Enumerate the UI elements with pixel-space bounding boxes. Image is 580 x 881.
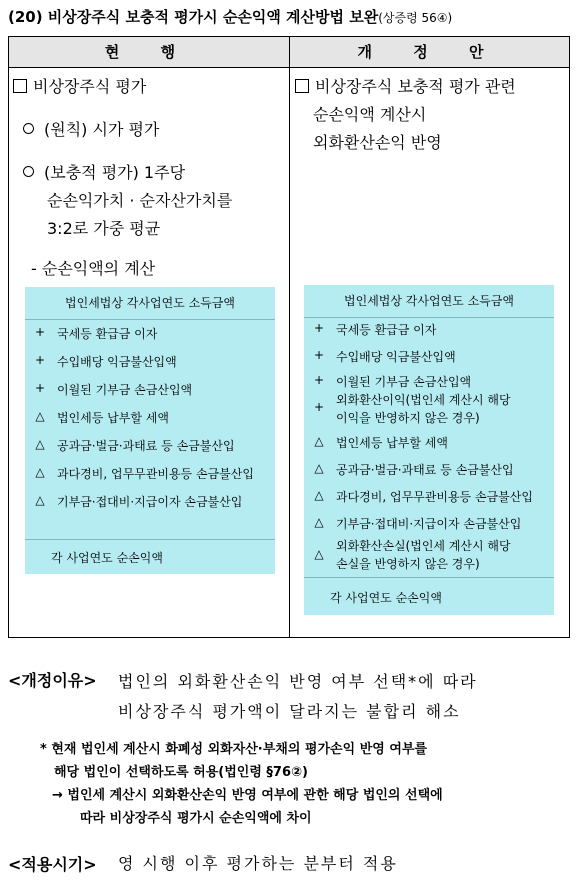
column-divider: [289, 37, 290, 637]
circle-bullet-icon: [23, 123, 34, 134]
right-heading-line3: 외화환산손익 반영: [313, 133, 442, 152]
reason-label: <개정이유>: [8, 671, 97, 690]
checkbox-square-icon: [13, 79, 27, 93]
box-footer: 각 사업연도 순손익액: [304, 577, 554, 616]
circle-bullet-icon: [23, 166, 34, 177]
reason-footnote: [40, 738, 443, 830]
header-proposed: 개 정 안: [357, 43, 502, 61]
note-line3: → 법인세 계산시 외화환산손익 반영 여부에 관한 해당 법인의 선택에: [52, 788, 443, 803]
left-bullet-supplementary: (보충적 평가) 1주당: [23, 159, 185, 187]
box-footer: 각 사업연도 순손익액: [25, 539, 275, 575]
left-bullet-line3: 3:2로 가중 평균: [47, 219, 161, 238]
right-heading: 비상장주식 보충적 평가 관련: [295, 73, 516, 101]
header-current: 현 행: [104, 43, 194, 61]
apply-text: 영 시행 이후 평가하는 분부터 적용: [118, 854, 398, 873]
apply-label: <적용시기>: [8, 855, 97, 874]
reason-line2: 비상장주식 평가액이 달라지는 불합리 해소: [118, 702, 461, 721]
left-dash-item: - 순손익액의 계산: [31, 259, 156, 278]
box-header: 법인세법상 각사업연도 소득금액: [304, 285, 554, 318]
note-line2: 해당 법인이 선택하도록 허용(법인령 §76②): [54, 765, 308, 780]
box-header: 법인세법상 각사업연도 소득금액: [25, 287, 275, 320]
right-heading-line2: 순손익액 계산시: [313, 105, 427, 124]
left-heading: 비상장주식 평가: [13, 73, 146, 101]
comparison-table: [8, 36, 570, 638]
note-line4: 따라 비상장주식 평가시 순손익액에 차이: [80, 811, 312, 826]
list-item: + 외화환산이익(법인세 계산시 해당 이익을 반영하지 않은 경우): [313, 393, 511, 425]
section-title: [8, 6, 452, 27]
reason-line1: 법인의 외화환산손익 반영 여부 선택*에 따라: [118, 672, 478, 691]
note-line1: * 현재 법인세 계산시 화폐성 외화자산·부채의 평가손익 반영 여부를: [40, 742, 428, 757]
left-bullet-line2: 순손익가치 · 순자산가치를: [47, 191, 233, 210]
left-calculation-box: 법인세법상 각사업연도 소득금액 + 국세등 환급금 이자 + 수입배당 익금불산입액 + 이월된 기부금 손금산입액 △ 법인세등 납부할 세액 △ 공과금·벌금·과태료 등 손금불산입 △ 과다경비, 업무무관비용등 손금불산입 △ 기부금·접대비·지급이자 손금불산입 각 사업연도 순손익액: [25, 287, 275, 574]
list-item: △ 외화환산손실(법인세 계산시 해당 손실을 반영하지 않은 경우): [314, 539, 511, 571]
reason-text: [118, 667, 478, 727]
title-reference: (상증령 56④): [378, 11, 453, 25]
right-calculation-box: 법인세법상 각사업연도 소득금액 + 국세등 환급금 이자 + 수입배당 익금불산입액 + 이월된 기부금 손금산입액 + 외화환산이익(법인세 계산시 해당 이익을 반영하지 않은 경우) △ 법인세등 납부할 세액 △ 공과금·벌금·과태료 등 손금불산입 △ 과다경비, 업무무관비용등 손금불산입 △ 기부금·접대비·지급이자 손금불산입 △ 외화환산손실(법인세 계산시 해당 손실을 반영하지 않은 경우) 각 사업연도 순손익액: [304, 285, 554, 615]
checkbox-square-icon: [295, 79, 309, 93]
left-bullet-principle: (원칙) 시가 평가: [23, 116, 159, 144]
title-main: (20) 비상장주식 보충적 평가시 순손익액 계산방법 보완: [8, 8, 379, 26]
